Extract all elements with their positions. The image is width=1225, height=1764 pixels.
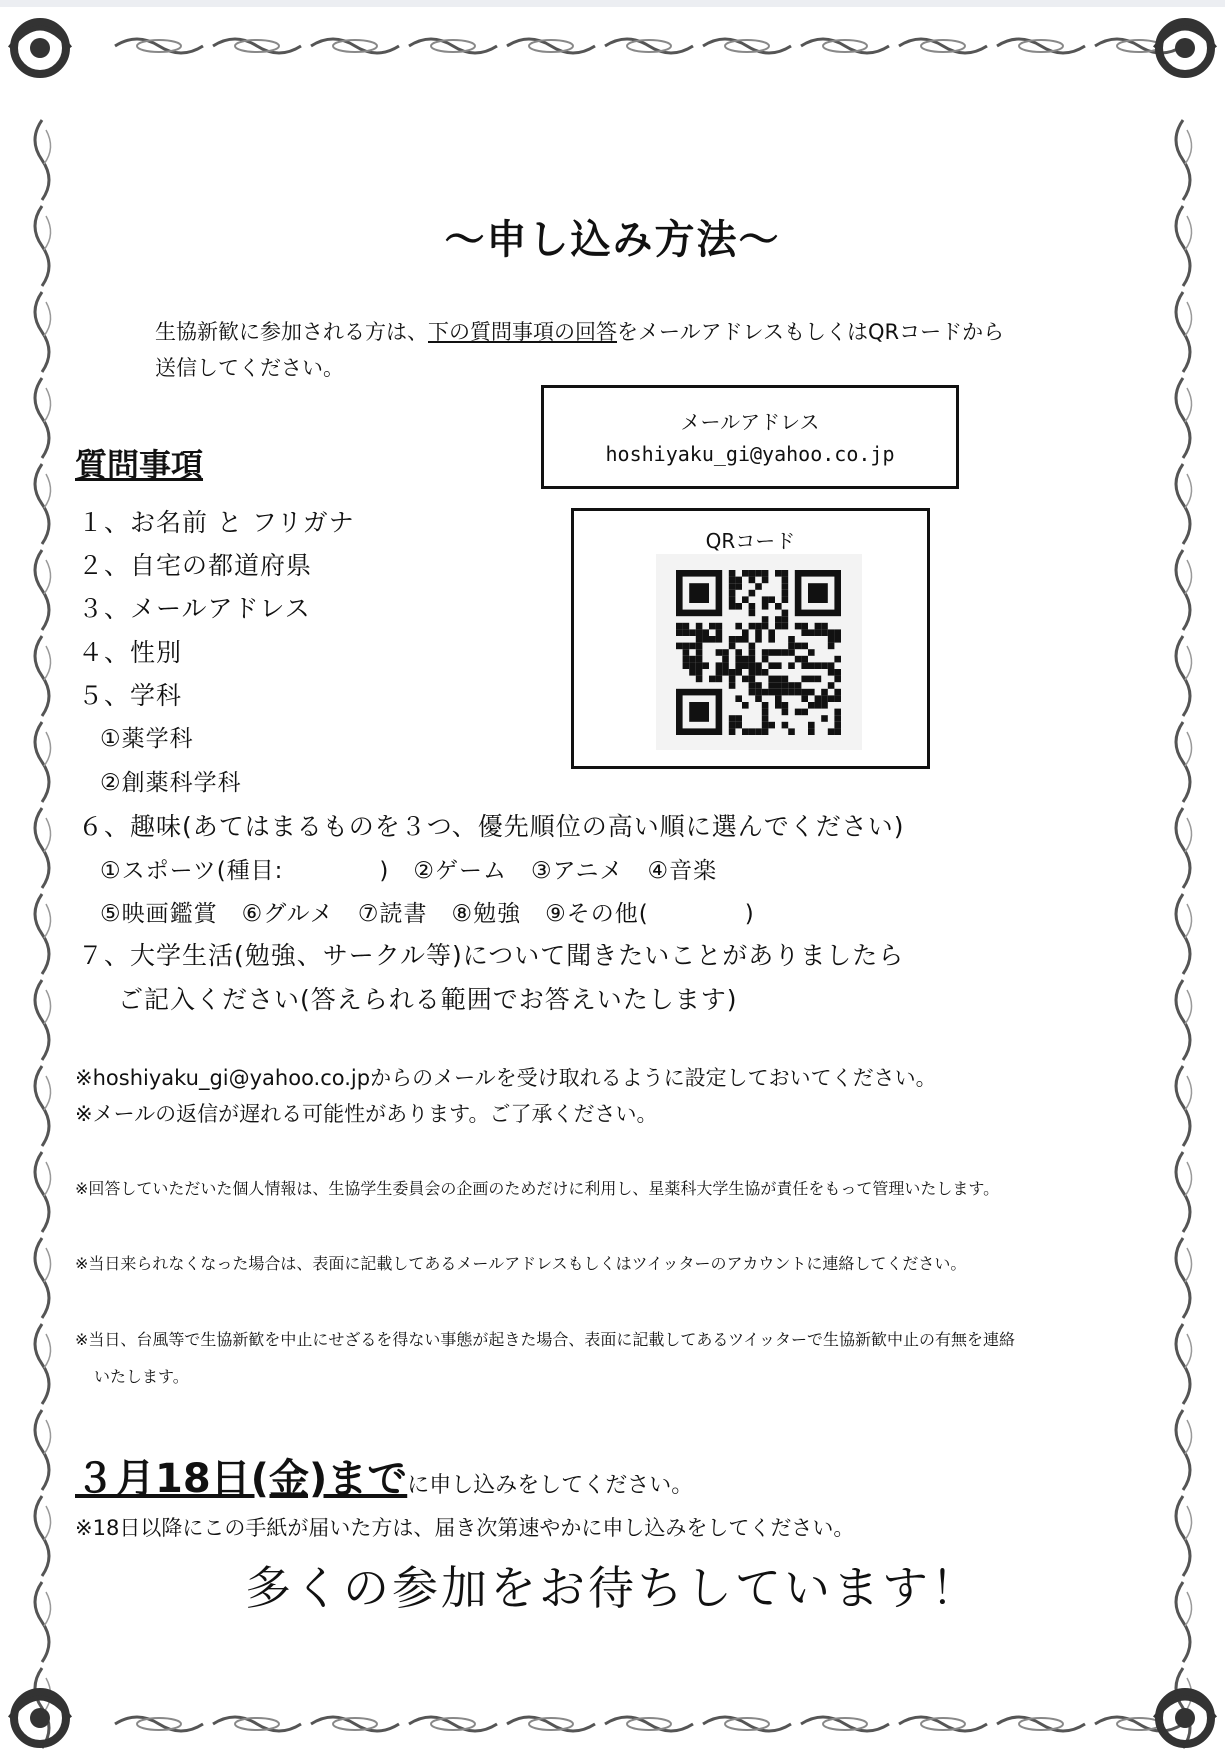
intro-line-2: 送信してください。: [155, 356, 344, 380]
question-item: １、お名前 と フリガナ: [78, 508, 355, 537]
note-email-setting: ※hoshiyaku_gi@yahoo.co.jpからのメールを受け取れるように設定しておいてください。: [75, 1066, 937, 1090]
question-item: ２、自宅の都道府県: [78, 551, 313, 580]
qr-code-image[interactable]: [656, 554, 862, 750]
note-privacy: ※回答していただいた個人情報は、生協学生委員会の企画のためだけに利用し、星薬科大学生協が責任をもって管理いたします。: [75, 1179, 1000, 1198]
deadline-date: ３月18日(金)まで: [75, 1456, 408, 1502]
deadline-line: [75, 1447, 693, 1504]
question-7-line-2: ご記入ください(答えられる範囲でお答えいたします): [118, 985, 738, 1014]
question-item: ４、性別: [78, 638, 183, 667]
email-box-label: メールアドレス: [680, 410, 820, 434]
closing-message: 多くの参加をお待ちしています！: [245, 1561, 980, 1615]
question-7-line-1: ７、大学生活(勉強、サークル等)について聞きたいことがありましたら: [78, 941, 905, 970]
late-arrival-note: ※18日以降にこの手紙が届いた方は、届き次第速やかに申し込みをしてください。: [75, 1516, 855, 1540]
page-title: ～申し込み方法～: [444, 217, 781, 263]
note-weather-continued: いたします。: [94, 1367, 189, 1386]
question-item: ５、学科: [78, 681, 183, 710]
note-reply-delay: ※メールの返信が遅れる可能性があります。ご了承ください。: [75, 1102, 658, 1126]
question-item: ３、メールアドレス: [78, 594, 311, 623]
qr-box-label: QRコード: [705, 529, 796, 553]
qr-box: [571, 508, 930, 769]
intro-line-1: [155, 316, 1004, 346]
note-weather: ※当日、台風等で生協新歓を中止にせざるを得ない事態が起きた場合、表面に記載してあるツイッターで生協新歓中止の有無を連絡: [75, 1330, 1015, 1349]
intro-underlined: 下の質問事項の回答: [428, 320, 617, 344]
hobby-options-line-2: ⑤映画鑑賞 ⑥グルメ ⑦読書 ⑧勉強 ⑨その他( ): [100, 901, 755, 927]
intro-text-after: をメールアドレスもしくはQRコードから: [617, 320, 1005, 344]
hobby-question: ６、趣味(あてはまるものを３つ、優先順位の高い順に選んでください): [78, 812, 905, 841]
questions-heading: 質問事項: [75, 446, 204, 484]
intro-text: 生協新歓に参加される方は、: [155, 320, 428, 344]
hobby-options-line-1: ①スポーツ(種目: ) ②ゲーム ③アニメ ④音楽: [100, 858, 718, 884]
email-box: [541, 385, 959, 489]
department-option: ①薬学科: [100, 726, 194, 752]
department-option: ②創薬科学科: [100, 770, 242, 796]
note-absence: ※当日来られなくなった場合は、表面に記載してあるメールアドレスもしくはツイッターのアカウントに連絡してください。: [75, 1254, 967, 1273]
email-address[interactable]: hoshiyaku_gi@yahoo.co.jp: [605, 442, 895, 466]
deadline-suffix: に申し込みをしてください。: [407, 1473, 694, 1498]
